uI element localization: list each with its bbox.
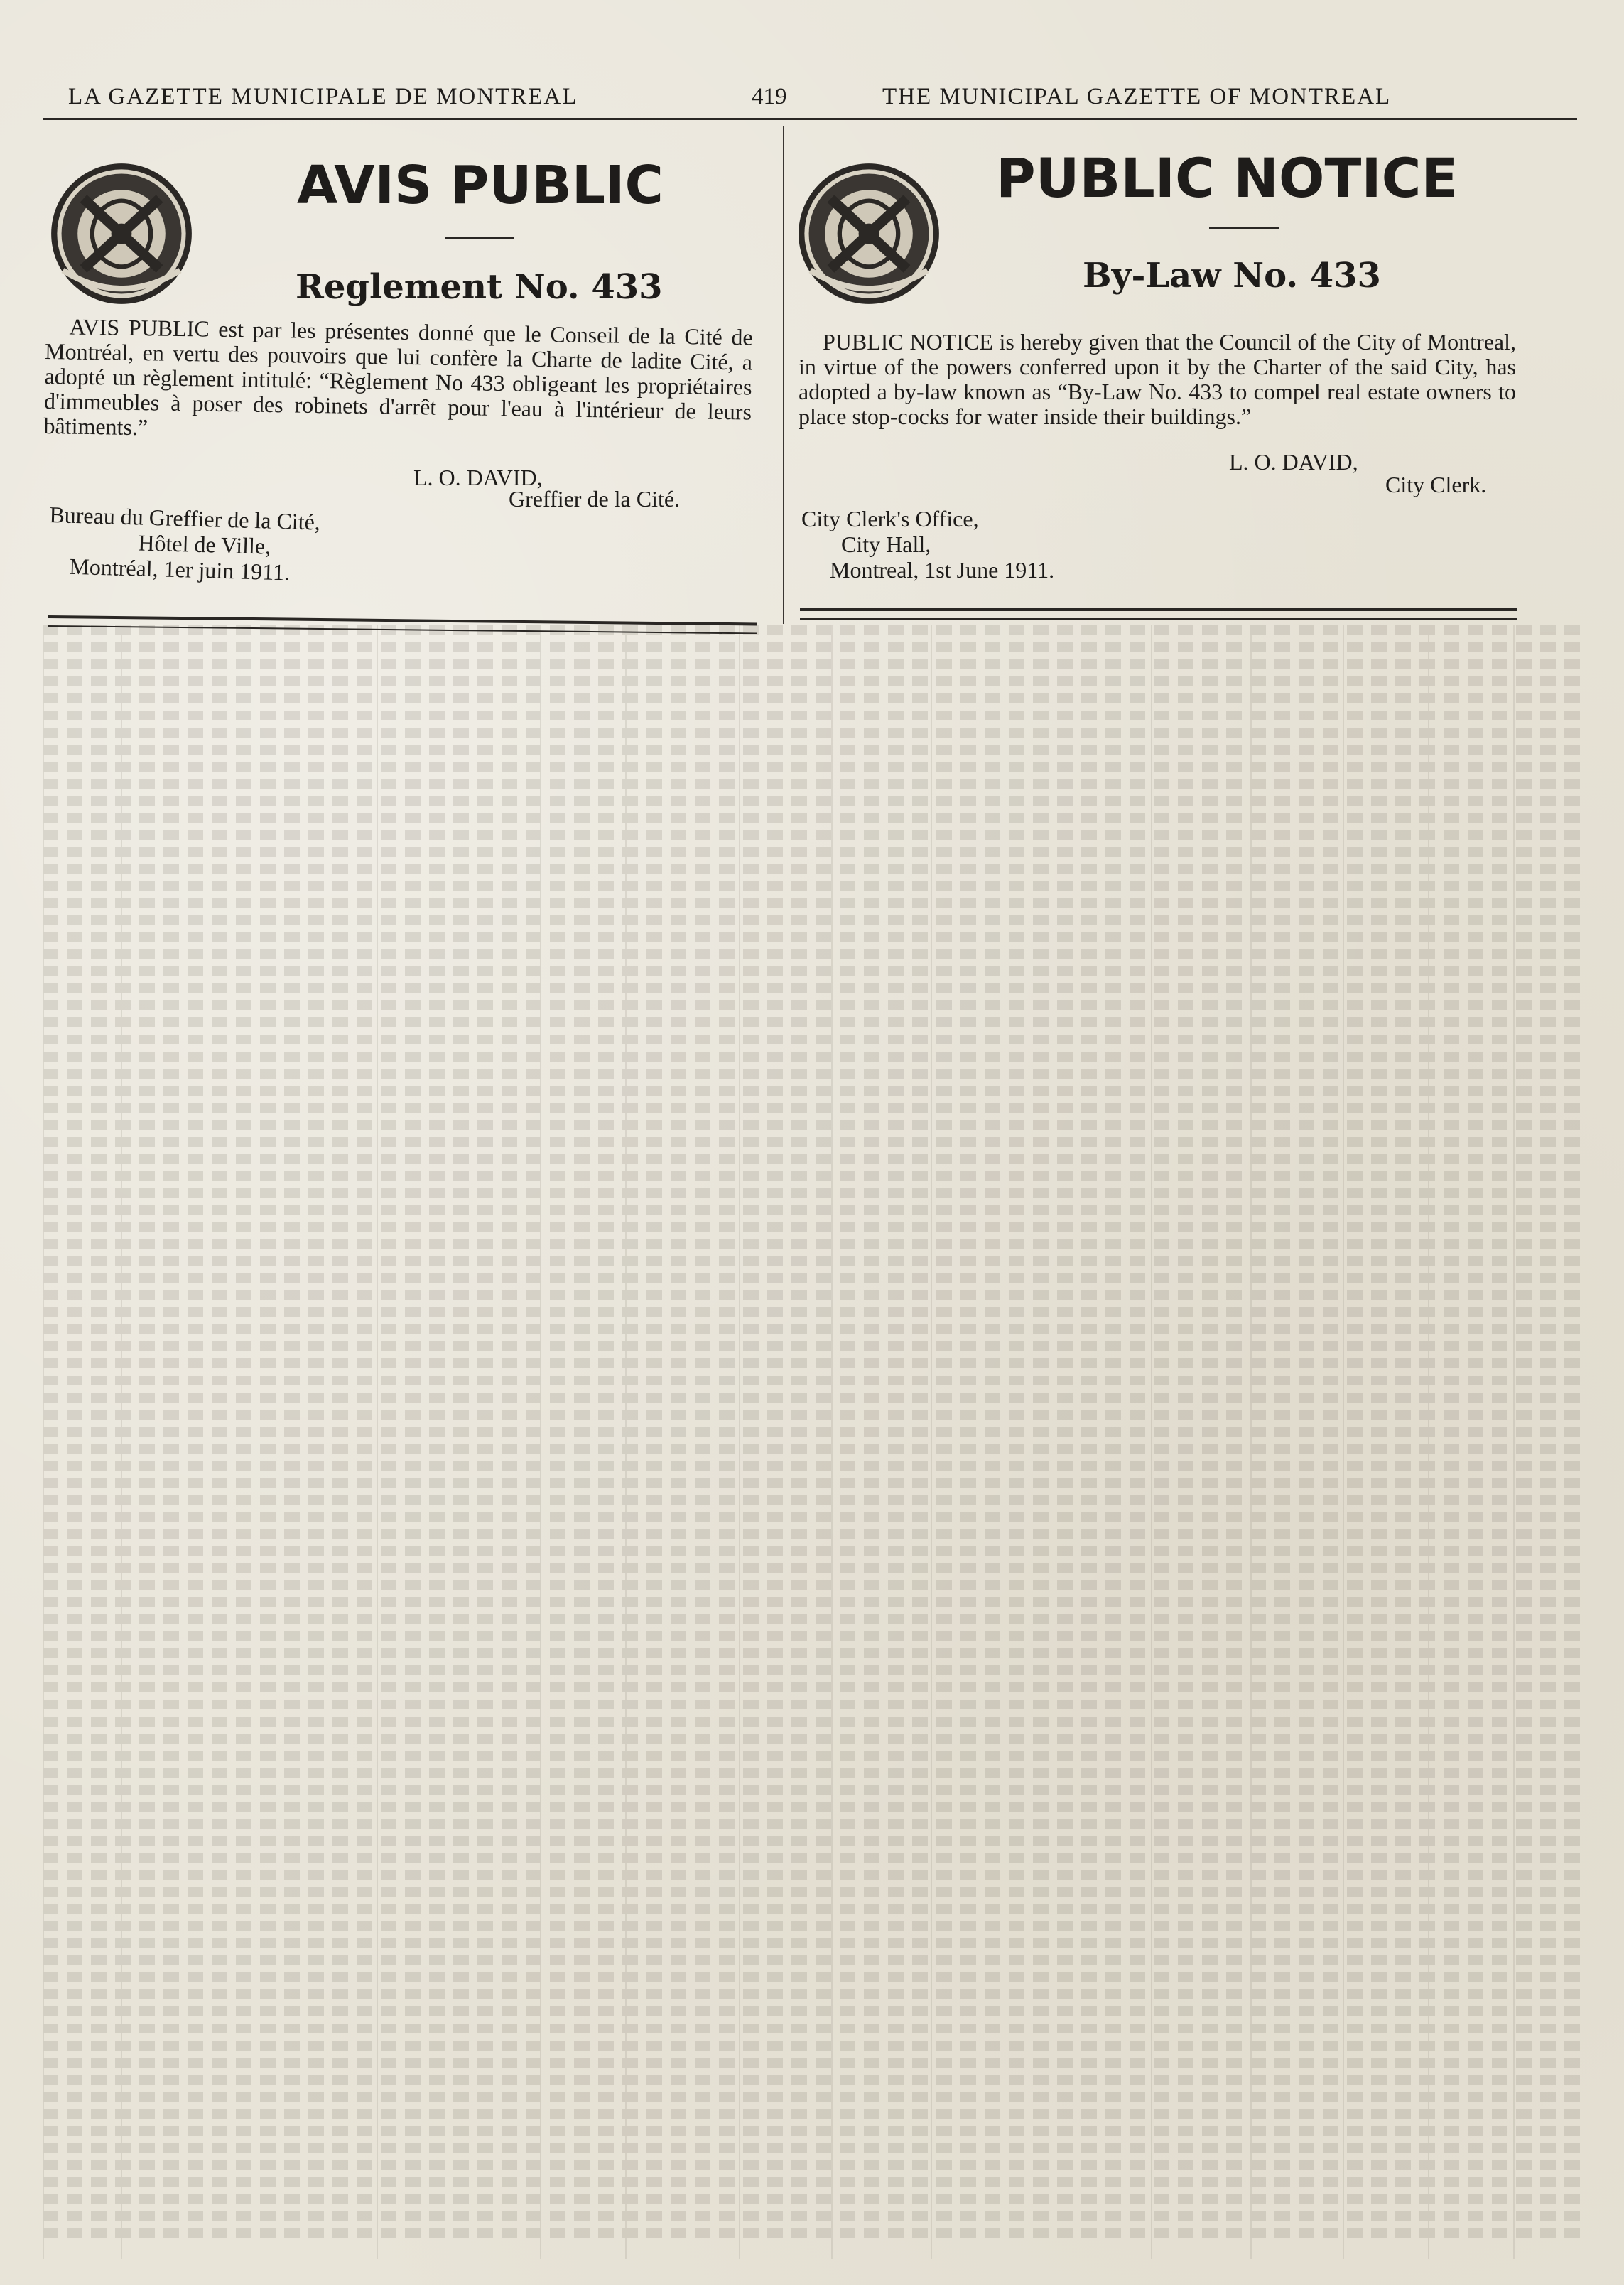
ghost-row (43, 1324, 1584, 1334)
ghost-row (43, 1836, 1584, 1846)
office-line: Bureau du Greffier de la Cité, (48, 502, 321, 535)
ghost-row (43, 1614, 1584, 1624)
ghost-row (43, 2143, 1584, 2153)
ghost-row (43, 1393, 1584, 1403)
ghost-row (43, 915, 1584, 925)
ghost-row (43, 1682, 1584, 1692)
ghost-row (43, 2024, 1584, 2033)
notice-title-fr: AVIS PUBLIC (297, 155, 664, 216)
ghost-row (43, 1086, 1584, 1096)
ghost-row (43, 1376, 1584, 1385)
ghost-row (43, 881, 1584, 891)
ghost-row (43, 2109, 1584, 2119)
ghost-row (43, 711, 1584, 720)
ghost-row (43, 1853, 1584, 1863)
ghost-row (43, 1273, 1584, 1283)
ghost-row (43, 1989, 1584, 1999)
notice-paragraph-en: PUBLIC NOTICE is hereby given that the Council of the City of Montreal, in virtue of the powers conferred upon it by the Charter of the said City, has adopted a by-law known as “By-Law No. 433 to compel real estate owners to place stop-cocks for water inside their buildings.” (799, 329, 1516, 429)
ghost-row (43, 2075, 1584, 2085)
ghost-row (43, 1035, 1584, 1044)
notice-subtitle-fr: Reglement No. 433 (296, 267, 663, 307)
ghost-row (43, 676, 1584, 686)
ghost-row (43, 1307, 1584, 1317)
ghost-row (43, 693, 1584, 703)
ghost-row (43, 796, 1584, 806)
title-rule (445, 237, 514, 239)
ghost-row (43, 830, 1584, 840)
ghost-row (43, 1717, 1584, 1727)
ghost-row (43, 1069, 1584, 1079)
ghost-row (43, 1239, 1584, 1249)
ghost-row (43, 1648, 1584, 1658)
ghost-row (43, 2058, 1584, 2068)
page-header (43, 80, 1577, 119)
city-seal-icon (48, 161, 195, 307)
office-line: Hôtel de Ville, (137, 529, 271, 559)
ghost-row (43, 1700, 1584, 1709)
bleed-through-table (43, 625, 1584, 2259)
ghost-row (43, 949, 1584, 959)
ghost-row (43, 2211, 1584, 2221)
signature-name-fr: L. O. DAVID, (413, 465, 543, 490)
ghost-row (43, 1290, 1584, 1300)
ghost-row (43, 2194, 1584, 2204)
office-line: Montréal, 1er juin 1911. (68, 553, 291, 585)
ghost-row (43, 2092, 1584, 2102)
ghost-row (43, 1819, 1584, 1829)
ghost-row (43, 898, 1584, 908)
ghost-row (43, 2228, 1584, 2238)
header-rule (43, 118, 1577, 120)
ghost-row (43, 779, 1584, 789)
ghost-row (43, 1478, 1584, 1488)
column-divider (783, 126, 784, 624)
ghost-row (43, 659, 1584, 669)
ghost-row (43, 1631, 1584, 1641)
ghost-row (43, 1597, 1584, 1607)
ghost-row (43, 2126, 1584, 2136)
ghost-row (43, 1785, 1584, 1795)
ghost-row (43, 1205, 1584, 1215)
ghost-row (43, 1751, 1584, 1761)
notice-subtitle-en: By-Law No. 433 (1083, 256, 1381, 296)
ghost-row (43, 847, 1584, 857)
ghost-row (43, 1154, 1584, 1164)
ghost-row (43, 1512, 1584, 1522)
signature-role-en: City Clerk. (1385, 472, 1487, 497)
city-seal-icon (796, 161, 942, 307)
ghost-row (43, 1256, 1584, 1266)
ghost-row (43, 1734, 1584, 1744)
ghost-row (43, 1341, 1584, 1351)
header-french-title: LA GAZETTE MUNICIPALE DE MONTREAL (68, 84, 578, 109)
notice-body-fr (43, 314, 753, 450)
ghost-row (43, 2041, 1584, 2051)
header-english-title: THE MUNICIPAL GAZETTE OF MONTREAL (882, 84, 1392, 109)
section-end-rule (800, 608, 1517, 620)
ghost-row (43, 1955, 1584, 1965)
office-line: City Clerk's Office, (801, 506, 979, 531)
ghost-row (43, 1921, 1584, 1931)
ghost-row (43, 932, 1584, 942)
ghost-row (43, 2006, 1584, 2016)
ghost-row (43, 2160, 1584, 2170)
ghost-row (43, 1120, 1584, 1130)
ghost-row (43, 1938, 1584, 1948)
ghost-row (43, 2177, 1584, 2187)
notice-body-en (799, 330, 1516, 429)
ghost-row (43, 1427, 1584, 1437)
office-line: City Hall, (841, 531, 931, 557)
signature-name-en: L. O. DAVID, (1229, 449, 1358, 475)
ghost-row (43, 745, 1584, 755)
ghost-row (43, 1904, 1584, 1914)
office-address-en (801, 506, 1054, 583)
ghost-row (43, 1546, 1584, 1556)
ghost-row (43, 1410, 1584, 1420)
ghost-row (43, 1665, 1584, 1675)
notice-paragraph-fr: AVIS PUBLIC est par les présentes donné que le Conseil de la Cité de Montréal, en vertu des pouvoirs que lui confère la Charte de ladite Cité, a adopté un règlement intitulé: “Règlement No 433 obligeant les propriétaires d'immeubles à poser des robinets d'arrêt pour l'eau à l'intérieur de leurs bâtiments.” (43, 313, 753, 441)
ghost-row (43, 966, 1584, 976)
ghost-row (43, 1444, 1584, 1454)
ghost-row (43, 1461, 1584, 1471)
ghost-row (43, 762, 1584, 772)
ghost-row (43, 728, 1584, 738)
ghost-row (43, 1563, 1584, 1573)
ghost-row (43, 1000, 1584, 1010)
page-number: 419 (752, 84, 787, 109)
ghost-row (43, 1768, 1584, 1778)
ghost-row (43, 1171, 1584, 1181)
ghost-row (43, 1802, 1584, 1812)
ghost-row (43, 1052, 1584, 1062)
ghost-row (43, 1887, 1584, 1897)
ghost-row (43, 1870, 1584, 1880)
ghost-row (43, 1103, 1584, 1113)
title-rule (1209, 227, 1279, 229)
ghost-row (43, 1358, 1584, 1368)
ghost-row (43, 983, 1584, 993)
ghost-row (43, 1495, 1584, 1505)
office-address-fr (48, 502, 320, 586)
ghost-row (43, 1017, 1584, 1027)
ghost-row (43, 1580, 1584, 1590)
ghost-row (43, 1972, 1584, 1982)
office-line: Montreal, 1st June 1911. (830, 557, 1055, 583)
ghost-row (43, 1529, 1584, 1539)
ghost-row (43, 1222, 1584, 1232)
notice-title-en: PUBLIC NOTICE (996, 146, 1458, 210)
ghost-row (43, 642, 1584, 652)
ghost-row (43, 813, 1584, 823)
signature-role-fr: Greffier de la Cité. (509, 486, 681, 512)
ghost-row (43, 1137, 1584, 1147)
ghost-row (43, 864, 1584, 874)
ghost-row (43, 1188, 1584, 1198)
